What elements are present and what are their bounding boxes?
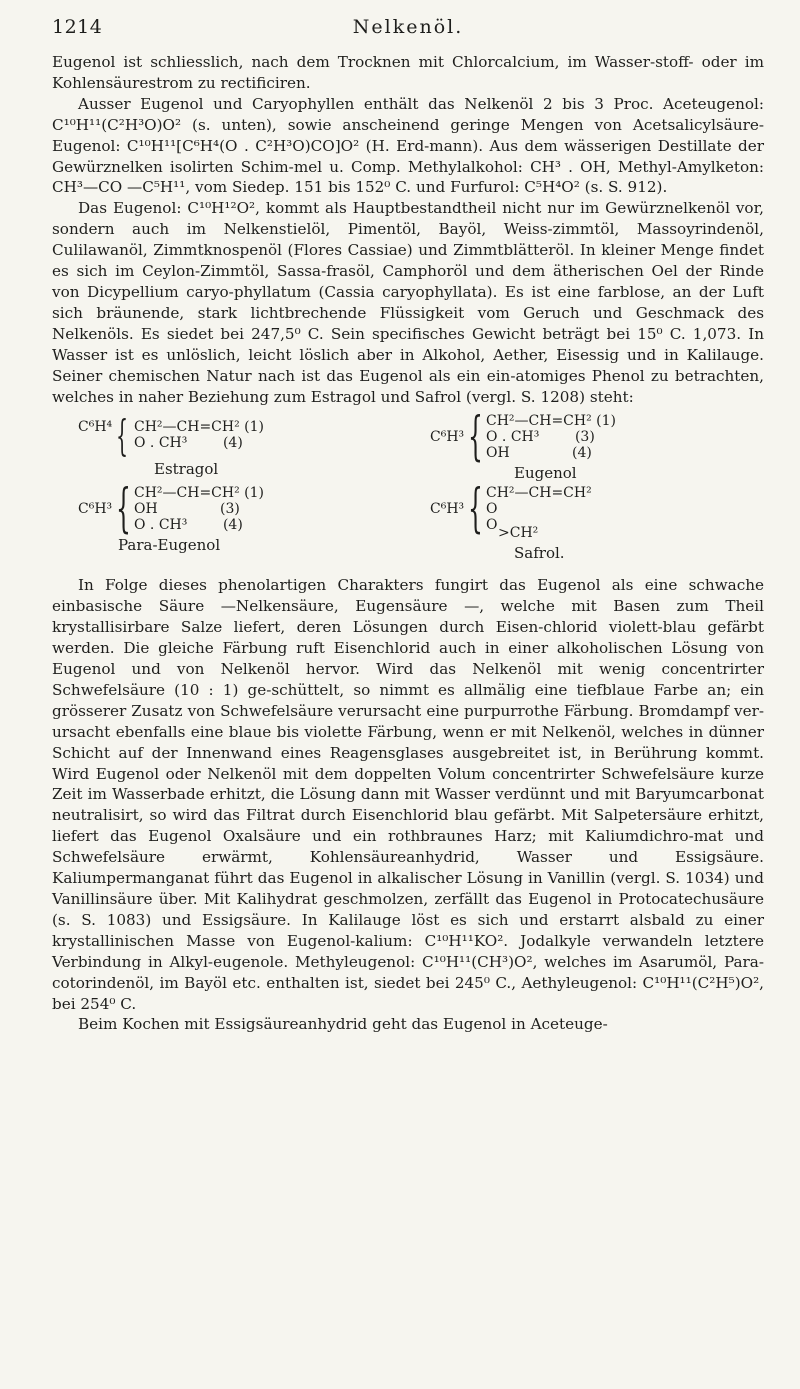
body-text-bottom [52,575,764,1035]
formula-prefix: C⁶H³ [430,429,465,446]
formula-line: CH²—CH=CH² (1) [134,485,264,502]
formula-line: O . CH³ (4) [134,435,243,452]
paragraph: Das Eugenol: C¹⁰H¹²O², kommt als Hauptbestandtheil nicht nur im Gewürznelkenöl vor, sondern auch im Nelkenstielöl, Pimentöl, Bayöl, Weiss-zimmtöl, Massoyrindenöl, Culilawanöl, Zimmtknospenöl (Flores Cassiae) und Zimmtblätteröl. In kleiner Menge findet es sich im Ceylon-Zimmtöl, Sassa-frasöl, Camphoröl und dem ätherischen Oel der Rinde von Dicypellium caryo-phyllatum (Cassia caryophyllata). Es ist eine farblose, an der Luft sich bräunende, stark lichtbrechende Flüssigkeit vom Geruch und Geschmack des Nelkenöls. Es siedet bei 247,5⁰ C. Sein specifisches Gewicht beträgt bei 15⁰ C. 1,073. In Wasser ist es unlöslich, leicht löslich aber in Alkohol, Aether, Eisessig und in Kalilauge. Seiner chemischen Natur nach ist das Eugenol als ein ein-atomiges Phenol zu betrachten, welches in naher Beziehung zum Estragol und Safrol (vergl. S. 1208) steht: [52,199,764,406]
formula-name: Para-Eugenol [118,536,221,555]
structural-formulas: C⁶H⁴ { CH²—CH=CH² (1) O . CH³ (4) Estragol C⁶H³ { CH²—CH=CH² (1) O . CH³ (3) OH (4) Eugenol C⁶H³ { CH²—CH=CH² (1) OH (3) O . CH³ (4) Para-Eugenol C⁶H³ { CH²—CH=CH² O O >CH² Safrol. [78,407,616,563]
formula-line: CH²—CH=CH² (1) [486,413,616,430]
running-title: Nelkenöl. [352,16,464,38]
formula-line: O [486,501,498,518]
paragraph: Ausser Eugenol und Caryophyllen enthält das Nelkenöl 2 bis 3 Proc. Aceteugenol: C¹⁰H¹¹(C²H³O)O² (s. unten), sowie anscheinend geringe Mengen von Acetsalicylsäure-Eugenol: C¹⁰H¹¹[C⁶H⁴(O . C²H³O)CO]O² (H. Erd-mann). Aus dem wässerigen Destillate der Gewürznelken isolirten Schim-mel u. Comp. Methylalkohol: CH³ . OH, Methyl-Amylketon: CH³—CO —C⁵H¹¹, vom Siedep. 151 bis 152⁰ C. und Furfurol: C⁵H⁴O² (s. S. 912). [52,94,764,197]
formula-line: O . CH³ (3) [486,429,595,446]
formula-line: O . CH³ (4) [134,517,243,534]
formula-prefix: C⁶H³ [78,501,113,518]
formula-line: O [486,517,498,534]
formula-line: CH²—CH=CH² [486,485,592,502]
formula-prefix: C⁶H³ [430,501,465,518]
formula-name: Safrol. [514,544,565,563]
formula-name: Estragol [154,460,219,479]
page-header [52,16,764,46]
paragraph: Eugenol ist schliesslich, nach dem Trocknen mit Chlorcalcium, im Wasser-stoff- oder im Kohlensäurestrom zu rectificiren. [52,53,764,92]
body-text-top [52,52,764,407]
formula-line: OH (3) [134,501,240,518]
formula-line: CH²—CH=CH² (1) [134,419,264,436]
document-page [52,16,764,1035]
formula-name: Eugenol [514,464,577,483]
paragraph: Beim Kochen mit Essigsäureanhydrid geht das Eugenol in Aceteuge- [78,1015,608,1034]
formula-line: OH (4) [486,445,592,462]
methylene-bridge: >CH² [498,525,539,542]
paragraph: In Folge dieses phenolartigen Charakters fungirt das Eugenol als eine schwache einbasische Säure —Nelkensäure, Eugensäure —, welche mit Basen zum Theil krystallisirbare Salze liefert, deren Lösungen durch Eisen-chlorid violett-blau gefärbt werden. Die gleiche Färbung ruft Eisenchlorid auch in einer alkoholischen Lösung von Eugenol und von Nelkenöl hervor. Wird das Nelkenöl mit wenig concentrirter Schwefelsäure (10 : 1) ge-schüttelt, so nimmt es allmälig eine tiefblaue Farbe an; ein grösserer Zusatz von Schwefelsäure verursacht eine purpurrothe Färbung. Bromdampf ver-ursacht ebenfalls eine blaue bis violette Färbung, wenn er mit Nelkenöl, welches in dünner Schicht auf der Innenwand eines Reagensglases ausgebreitet ist, in Berührung kommt. Wird Eugenol oder Nelkenöl mit dem doppelten Volum concentrirter Schwefelsäure kurze Zeit im Wasserbade erhitzt, die Lösung dann mit Wasser verdünnt und mit Baryumcarbonat neutralisirt, so wird das Filtrat durch Eisenchlorid blau gefärbt. Mit Salpetersäure erhitzt, liefert das Eugenol Oxalsäure und ein rothbraunes Harz; mit Kaliumdichro-mat und Schwefelsäure erwärmt, Kohlensäureanhydrid, Wasser und Essigsäure. Kaliumpermanganat führt das Eugenol in alkalischer Lösung in Vanillin (vergl. S. 1034) und Vanillinsäure über. Mit Kalihydrat geschmolzen, zerfällt das Eugenol in Protocatechusäure (s. S. 1083) und Essigsäure. In Kalilauge löst es sich und erstarrt alsbald zu einer krystallinischen Masse von Eugenol-kalium: C¹⁰H¹¹KO². Jodalkyle verwandeln letztere Verbindung in Alkyl-eugenole. Methyleugenol: C¹⁰H¹¹(CH³)O², welches im Asarumöl, Para-cotorindenöl, im Bayöl etc. enthalten ist, siedet bei 245⁰ C., Aethyleugenol: C¹⁰H¹¹(C²H⁵)O², bei 254⁰ C. [52,576,764,1013]
formula-prefix: C⁶H⁴ [78,419,113,436]
page-number: 1214 [52,16,103,38]
